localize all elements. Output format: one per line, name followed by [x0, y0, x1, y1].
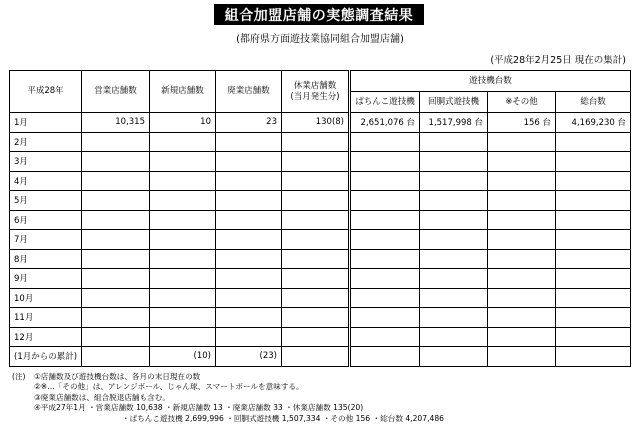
cell-pachinko: [350, 230, 420, 250]
cell-new-stores: (10): [150, 347, 216, 367]
cell-new-stores: [150, 210, 216, 230]
header-suspended-line2: (当月発生分): [290, 91, 340, 102]
cell-other: [488, 249, 556, 269]
cell-slot: [420, 210, 488, 230]
cell-slot: [420, 171, 488, 191]
cell-closed-stores: [216, 210, 282, 230]
cell-slot: [420, 230, 488, 250]
cell-pachinko: 2,651,076 台: [350, 113, 420, 133]
cell-total: [556, 152, 631, 172]
cell-pachinko: [350, 171, 420, 191]
cell-month: 5月: [10, 191, 82, 211]
cell-suspended-stores: [282, 230, 350, 250]
cell-slot: [420, 191, 488, 211]
table-row: [10, 171, 631, 191]
cell-other: [488, 347, 556, 367]
table-row: [10, 347, 631, 367]
cell-pachinko: [350, 191, 420, 211]
cell-total: [556, 249, 631, 269]
cell-slot: 1,517,998 台: [420, 113, 488, 133]
footnote-extra-line: ・ぱちんこ遊技機 2,699,996 ・回胴式遊技機 1,507,334 ・その他 156 ・総台数 4,207,486: [122, 413, 444, 423]
cell-slot: [420, 288, 488, 308]
header-closed-stores: 廃業店舗数: [216, 71, 282, 113]
cell-operating-stores: [82, 288, 150, 308]
cell-suspended-stores: [282, 191, 350, 211]
table-row: [10, 210, 631, 230]
cell-pachinko: [350, 132, 420, 152]
footnote-item: ②※…「その他」は、アレンジボール、じゃん球、スマートボールを意味する。: [34, 382, 304, 392]
table-row: [10, 113, 631, 133]
cell-new-stores: [150, 132, 216, 152]
table-row: [10, 132, 631, 152]
cell-new-stores: [150, 269, 216, 289]
cell-operating-stores: [82, 171, 150, 191]
cell-new-stores: 10: [150, 113, 216, 133]
cell-new-stores: [150, 152, 216, 172]
footnote-item: ①店舗数及び遊技機台数は、各月の末日現在の数: [34, 372, 201, 381]
cell-suspended-stores: 130(8): [282, 113, 350, 133]
table-row: [10, 269, 631, 289]
cell-closed-stores: [216, 327, 282, 347]
cell-other: [488, 327, 556, 347]
cell-closed-stores: [216, 152, 282, 172]
cell-slot: [420, 308, 488, 328]
cell-pachinko: [350, 152, 420, 172]
cell-month: 9月: [10, 269, 82, 289]
header-pachinko: ぱちんこ遊技機: [350, 92, 420, 113]
cell-closed-stores: 23: [216, 113, 282, 133]
page-title: 組合加盟店舗の実態調査結果: [214, 4, 424, 25]
header-machines-group: 遊技機台数: [350, 71, 631, 92]
header-slot: 回胴式遊技機: [420, 92, 488, 113]
cell-total: [556, 308, 631, 328]
cell-month: 8月: [10, 249, 82, 269]
cell-pachinko: [350, 288, 420, 308]
cell-operating-stores: [82, 210, 150, 230]
header-operating-stores: 営業店舗数: [82, 71, 150, 113]
cell-slot: [420, 327, 488, 347]
as-of-date: (平成28年2月25日 現在の集計): [490, 55, 626, 66]
cell-month: 1月: [10, 113, 82, 133]
cell-other: [488, 171, 556, 191]
cell-month: 12月: [10, 327, 82, 347]
cell-other: [488, 269, 556, 289]
cell-operating-stores: 10,315: [82, 113, 150, 133]
footnote-row: [12, 393, 444, 403]
cell-new-stores: [150, 171, 216, 191]
footnote-row: [12, 382, 444, 392]
page-subtitle: (都府県方面遊技業協同組合加盟店舗): [236, 34, 404, 45]
cell-operating-stores: [82, 132, 150, 152]
footnote-item: ③廃業店舗数は、組合脱退店舗も含む。: [34, 392, 170, 402]
cell-other: [488, 288, 556, 308]
cell-month: 10月: [10, 288, 82, 308]
cell-other: [488, 230, 556, 250]
cell-total: 4,169,230 台: [556, 113, 631, 133]
cell-new-stores: [150, 308, 216, 328]
header-suspended-line1: 休業店舗数: [293, 80, 337, 91]
survey-table: [9, 70, 631, 367]
cell-closed-stores: [216, 191, 282, 211]
header-suspended-stores: [282, 71, 350, 113]
cell-pachinko: [350, 249, 420, 269]
cell-closed-stores: [216, 132, 282, 152]
cell-total: [556, 191, 631, 211]
cell-slot: [420, 347, 488, 367]
cell-suspended-stores: [282, 269, 350, 289]
cell-operating-stores: [82, 327, 150, 347]
footnote-row: [12, 403, 444, 413]
table-row: [10, 288, 631, 308]
cell-total: [556, 269, 631, 289]
cell-pachinko: [350, 308, 420, 328]
cell-closed-stores: [216, 288, 282, 308]
cell-total: [556, 210, 631, 230]
cell-other: [488, 308, 556, 328]
cell-suspended-stores: [282, 288, 350, 308]
cell-operating-stores: [82, 347, 150, 367]
cell-closed-stores: [216, 230, 282, 250]
cell-closed-stores: [216, 269, 282, 289]
cell-other: [488, 152, 556, 172]
cell-pachinko: [350, 269, 420, 289]
cell-operating-stores: [82, 191, 150, 211]
table-row: [10, 327, 631, 347]
cell-closed-stores: [216, 308, 282, 328]
cell-new-stores: [150, 327, 216, 347]
table-row: [10, 152, 631, 172]
cell-slot: [420, 152, 488, 172]
cell-month: 4月: [10, 171, 82, 191]
footnote-row: [12, 414, 444, 424]
table-header-row: [10, 71, 631, 92]
header-other: ※その他: [488, 92, 556, 113]
cell-new-stores: [150, 249, 216, 269]
cell-new-stores: [150, 191, 216, 211]
cell-other: [488, 191, 556, 211]
cell-closed-stores: [216, 171, 282, 191]
header-period: 平成28年: [10, 71, 82, 113]
cell-slot: [420, 269, 488, 289]
footnote-item: ④平成27年1月 ・営業店舗数 10,638 ・新規店舗数 13 ・廃業店舗数 33 ・休業店舗数 135(20): [34, 403, 364, 413]
cell-month: 11月: [10, 308, 82, 328]
cell-suspended-stores: [282, 171, 350, 191]
cell-slot: [420, 249, 488, 269]
footnote-row: [12, 372, 444, 382]
cell-other: 156 台: [488, 113, 556, 133]
footnote-label: (注): [12, 372, 26, 381]
header-new-stores: 新規店舗数: [150, 71, 216, 113]
cell-suspended-stores: [282, 327, 350, 347]
cell-pachinko: [350, 347, 420, 367]
cell-total: [556, 171, 631, 191]
cell-suspended-stores: [282, 249, 350, 269]
cell-other: [488, 210, 556, 230]
cell-closed-stores: [216, 249, 282, 269]
cell-operating-stores: [82, 269, 150, 289]
cell-total: [556, 132, 631, 152]
cell-month: 2月: [10, 132, 82, 152]
cell-pachinko: [350, 327, 420, 347]
table-row: [10, 308, 631, 328]
cell-new-stores: [150, 230, 216, 250]
cell-pachinko: [350, 210, 420, 230]
cell-suspended-stores: [282, 308, 350, 328]
cell-total: [556, 347, 631, 367]
cell-operating-stores: [82, 249, 150, 269]
cell-suspended-stores: [282, 132, 350, 152]
table-row: [10, 191, 631, 211]
cell-operating-stores: [82, 230, 150, 250]
cell-suspended-stores: [282, 152, 350, 172]
cell-operating-stores: [82, 308, 150, 328]
cell-total: [556, 288, 631, 308]
header-total: 総台数: [556, 92, 631, 113]
cell-other: [488, 132, 556, 152]
cell-month: 7月: [10, 230, 82, 250]
cell-total: [556, 230, 631, 250]
cell-closed-stores: (23): [216, 347, 282, 367]
footnotes: [12, 372, 444, 424]
cell-month: (1月からの累計): [10, 347, 82, 367]
cell-month: 3月: [10, 152, 82, 172]
cell-total: [556, 327, 631, 347]
table-row: [10, 249, 631, 269]
table-row: [10, 230, 631, 250]
cell-new-stores: [150, 288, 216, 308]
cell-slot: [420, 132, 488, 152]
cell-suspended-stores: [282, 210, 350, 230]
cell-operating-stores: [82, 152, 150, 172]
cell-suspended-stores: [282, 347, 350, 367]
cell-month: 6月: [10, 210, 82, 230]
